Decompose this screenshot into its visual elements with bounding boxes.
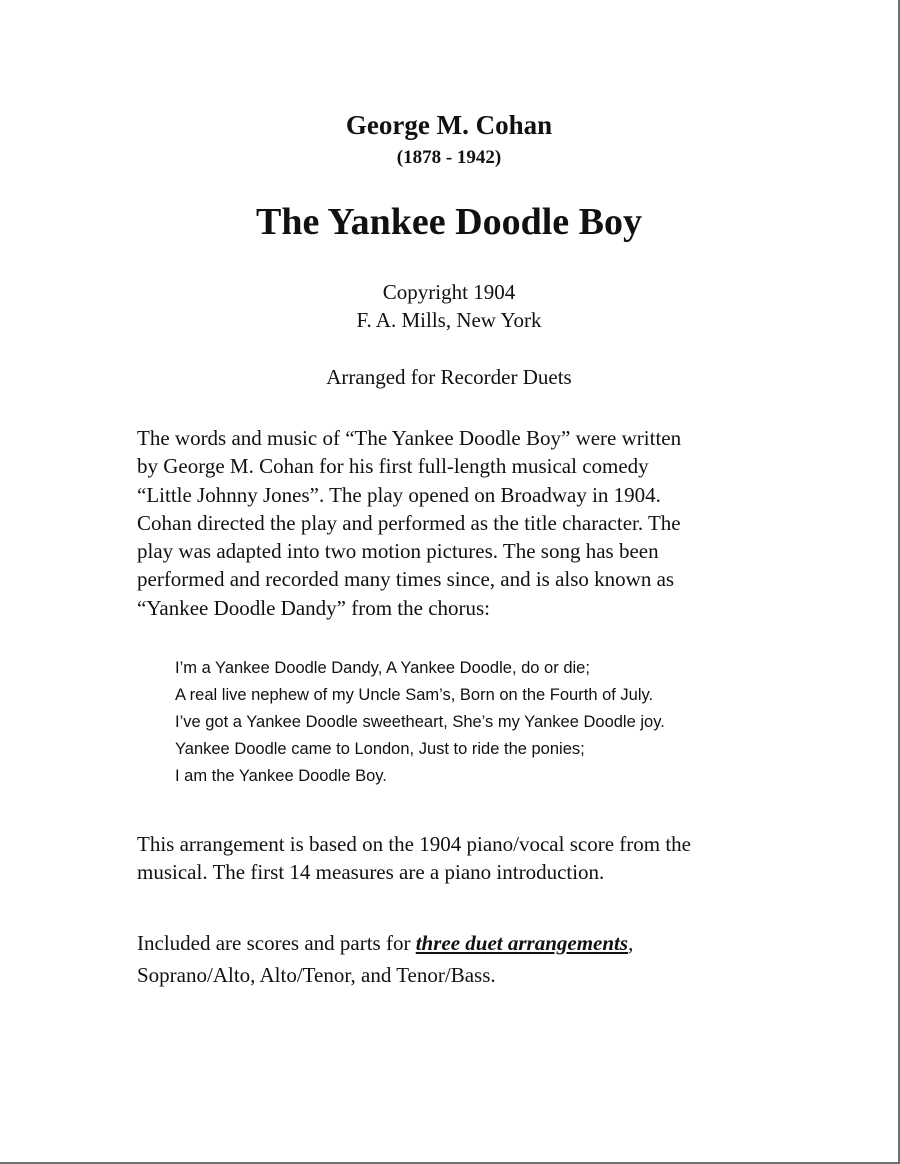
publisher-line: F. A. Mills, New York [356, 308, 542, 332]
intro-line: “Little Johnny Jones”. The play opened on Broadway in 1904. [137, 482, 661, 507]
intro-line: by George M. Cohan for his first full-length musical comedy [137, 454, 649, 479]
song-title: The Yankee Doodle Boy [255, 201, 642, 243]
composer-name: George M. Cohan [345, 110, 553, 140]
intro-line: play was adapted into two motion pictures. The song has been [137, 539, 659, 564]
included-paragraph [137, 927, 817, 991]
intro-line: The words and music of “The Yankee Doodle Boy” were written [137, 426, 682, 450]
lyric-line: I’ve got a Yankee Doodle sweetheart, She’s my Yankee Doodle joy. [175, 713, 665, 731]
arrangement-paragraph [137, 830, 817, 887]
lyric-line: Yankee Doodle came to London, Just to ride the ponies; [175, 740, 585, 758]
intro-line: Cohan directed the play and performed as the title character. The [137, 510, 681, 535]
duet-arrangements-emphasis: three duet arrangements [415, 931, 629, 955]
intro-line: performed and recorded many times since, and is also known as [137, 567, 675, 592]
arrangement-line: This arrangement is based on the 1904 piano/vocal score from the [137, 832, 691, 856]
included-line-2: Soprano/Alto, Alto/Tenor, and Tenor/Bass. [137, 963, 496, 987]
arranged-for-line: Arranged for Recorder Duets [326, 365, 572, 389]
lyric-line: A real live nephew of my Uncle Sam’s, Born on the Fourth of July. [175, 686, 654, 704]
included-prefix: Included are scores and parts for [137, 931, 416, 955]
intro-line: “Yankee Doodle Dandy” from the chorus: [137, 595, 491, 620]
chorus-lyrics [175, 655, 815, 790]
intro-paragraph [137, 424, 787, 622]
included-suffix: , [628, 931, 634, 955]
composer-dates: (1878 - 1942) [396, 147, 502, 168]
lyric-line: I’m a Yankee Doodle Dandy, A Yankee Doodle, do or die; [175, 659, 590, 677]
copyright-line: Copyright 1904 [382, 280, 516, 304]
copyright-block [0, 278, 898, 334]
included-line-1 [137, 927, 817, 959]
lyric-line: I am the Yankee Doodle Boy. [175, 767, 387, 785]
arrangement-line: musical. The first 14 measures are a piano introduction. [137, 860, 605, 885]
